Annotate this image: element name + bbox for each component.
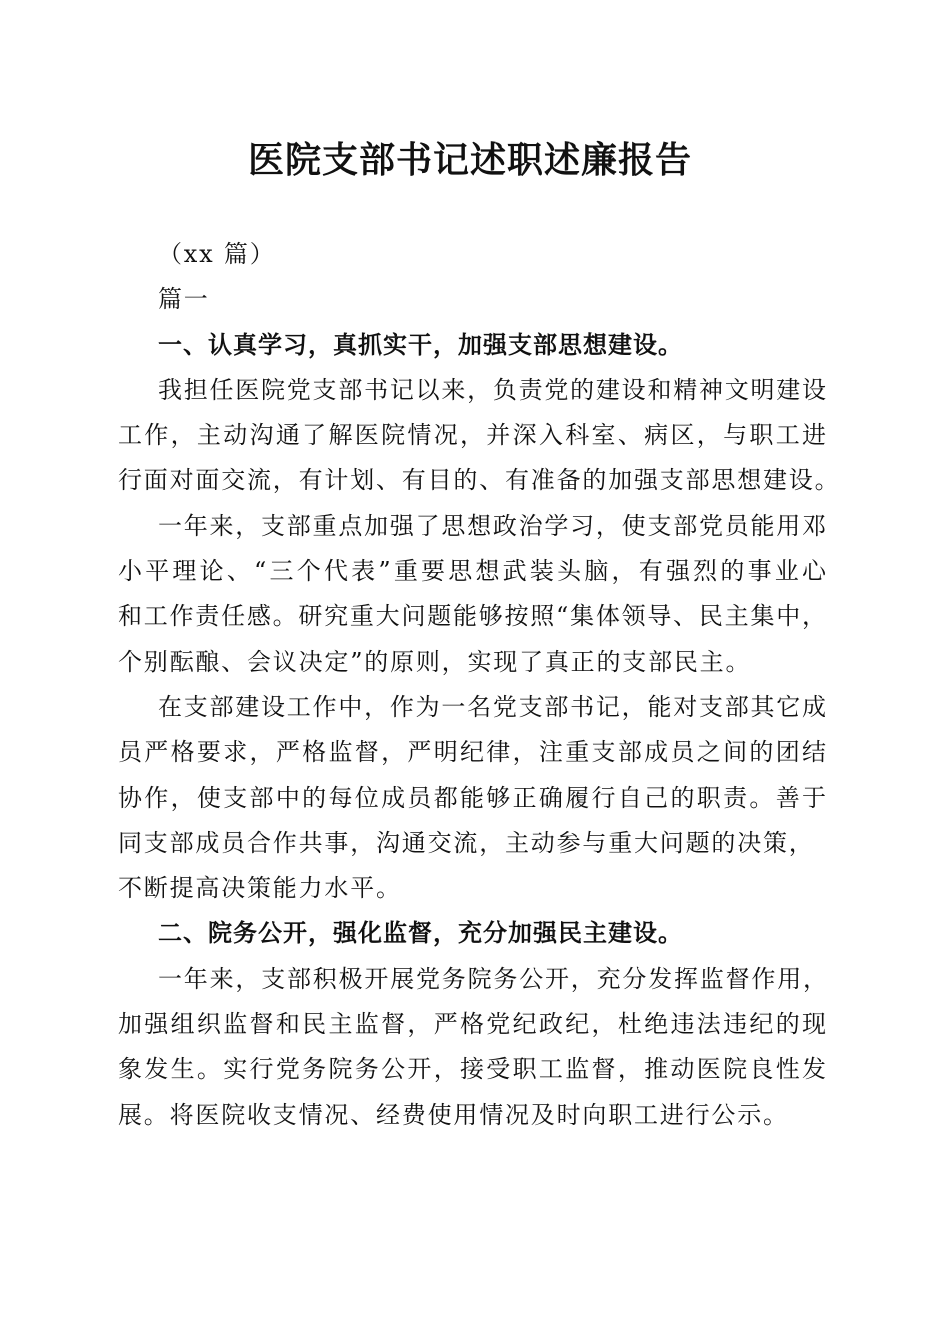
paragraph-line: 行面对面交流，有计划、有目的、有准备的加强支部思想建设。 bbox=[118, 466, 841, 495]
part-label: 篇一 bbox=[158, 285, 210, 314]
section-1-heading: 一、认真学习，真抓实干，加强支部思想建设。 bbox=[158, 330, 683, 359]
paragraph-line: 个别酝酿、会议决定”的原则，实现了真正的支部民主。 bbox=[118, 647, 752, 676]
paragraph-line: 小平理论、“三个代表”重要思想武装头脑，有强烈的事业心 bbox=[118, 557, 826, 586]
paragraph-line: 我担任医院党支部书记以来，负责党的建设和精神文明建设 bbox=[158, 375, 826, 404]
paragraph-line: 同支部成员合作共事，沟通交流，主动参与重大问题的决策， bbox=[118, 828, 815, 857]
paragraph-line: 工作，主动沟通了解医院情况，并深入科室、病区，与职工进 bbox=[118, 421, 826, 450]
section-2-heading: 二、院务公开，强化监督，充分加强民主建设。 bbox=[158, 919, 683, 948]
document-title: 医院支部书记述职述廉报告 bbox=[247, 139, 692, 181]
paragraph-line: 协作，使支部中的每位成员都能够正确履行自己的职责。善于 bbox=[118, 783, 826, 812]
paragraph-line: 不断提高决策能力水平。 bbox=[118, 874, 402, 903]
paragraph-line: 员严格要求，严格监督，严明纪律，注重支部成员之间的团结 bbox=[118, 738, 826, 767]
paragraph-line: 展。将医院收支情况、经费使用情况及时向职工进行公示。 bbox=[118, 1100, 789, 1129]
document-subtitle: （xx 篇） bbox=[158, 240, 276, 268]
paragraph-line: 一年来，支部积极开展党务院务公开，充分发挥监督作用， bbox=[158, 964, 829, 993]
paragraph-line: 和工作责任感。研究重大问题能够按照“集体领导、民主集中， bbox=[118, 602, 826, 631]
document-body bbox=[118, 232, 841, 1138]
paragraph-line: 象发生。实行党务院务公开，接受职工监督，推动医院良性发 bbox=[118, 1055, 826, 1084]
paragraph-line: 在支部建设工作中，作为一名党支部书记，能对支部其它成 bbox=[158, 692, 826, 721]
paragraph-line: 加强组织监督和民主监督，严格党纪政纪，杜绝违法违纪的现 bbox=[118, 1010, 826, 1039]
paragraph-line: 一年来，支部重点加强了思想政治学习，使支部党员能用邓 bbox=[158, 511, 826, 540]
